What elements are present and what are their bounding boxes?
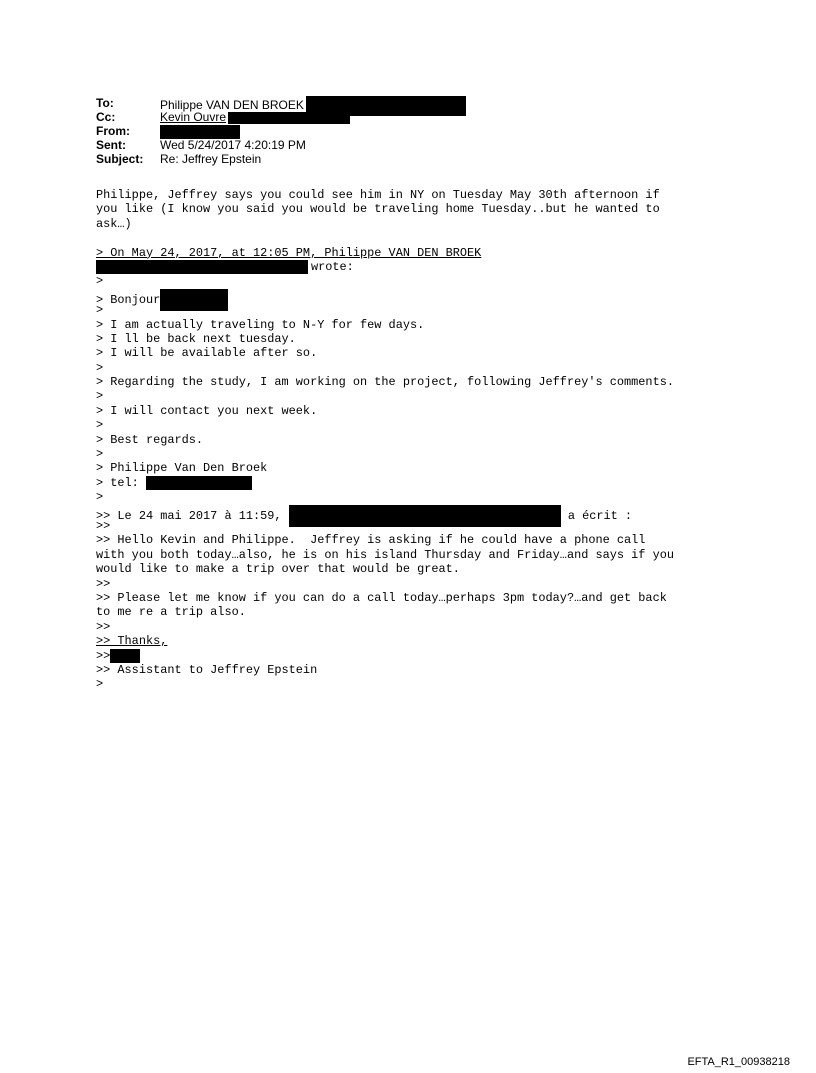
nested-quote-line: >> Assistant to Jeffrey Epstein — [96, 662, 318, 677]
quoted-attribution-line-2: wrote: — [96, 260, 674, 274]
quote-line: > — [96, 490, 104, 505]
redaction-box — [96, 260, 308, 274]
quote-line: > I am actually traveling to N-Y for few days. — [96, 317, 425, 332]
redaction-box — [289, 505, 561, 527]
nested-quote-line: to me re a trip also. — [96, 605, 246, 620]
quote-line: > I ll be back next tuesday. — [96, 331, 296, 346]
quote-line: > — [96, 447, 104, 462]
from-label: From: — [96, 124, 130, 138]
quote-line: > — [96, 418, 104, 433]
cc-label: Cc: — [96, 110, 116, 124]
quote-line: > Bonjour — [96, 289, 674, 303]
nested-quote-line: >> — [96, 576, 111, 591]
nested-quote-line: >> — [96, 518, 111, 533]
quote-line: > Philippe Van Den Broek — [96, 461, 268, 476]
quote-line: > I will contact you next week. — [96, 403, 318, 418]
email-body — [96, 188, 674, 692]
quote-line: > — [96, 303, 104, 318]
quoted-attribution-line: > On May 24, 2017, at 12:05 PM, Philippe VAN DEN BROEK — [96, 245, 482, 260]
quote-line: > tel: — [96, 476, 674, 490]
quote-line: > — [96, 274, 104, 289]
redaction-box — [160, 289, 228, 311]
subject-value: Re: Jeffrey Epstein — [160, 152, 262, 166]
body-line: ask…) — [96, 216, 132, 231]
body-line: Philippe, Jeffrey says you could see him in NY on Tuesday May 30th afternoon if — [96, 188, 660, 202]
body-line: you like (I know you said you would be traveling home Tuesday..but he wanted to — [96, 202, 660, 217]
nested-quote-line: >> — [96, 619, 111, 634]
quote-line: > — [96, 360, 104, 375]
to-label: To: — [96, 96, 114, 110]
redaction-box — [146, 476, 252, 490]
quote-line: > I will be available after so. — [96, 346, 318, 361]
subject-label: Subject: — [96, 152, 144, 166]
sent-value: Wed 5/24/2017 4:20:19 PM — [160, 138, 306, 152]
nested-quote-line: >> — [96, 649, 674, 663]
nested-quote-line: would like to make a trip over that would be great. — [96, 562, 460, 577]
sent-label: Sent: — [96, 138, 126, 152]
document-id: EFTA_R1_00938218 — [687, 1056, 790, 1068]
cc-value: Kevin Ouvre — [160, 110, 227, 124]
to-value: Philippe VAN DEN BROEK — [160, 98, 304, 113]
nested-quote-line: >> Thanks, — [96, 634, 168, 649]
quote-line: > Regarding the study, I am working on the project, following Jeffrey's comments. — [96, 375, 674, 390]
redaction-box — [228, 112, 350, 124]
quote-line: > — [96, 389, 104, 404]
quote-line: > — [96, 677, 104, 692]
quote-line: > Best regards. — [96, 432, 204, 447]
blank-line — [96, 231, 674, 245]
nested-quote-line: >> Hello Kevin and Philippe. Jeffrey is asking if he could have a phone call — [96, 533, 646, 548]
redaction-box — [110, 649, 140, 663]
nested-quote-attribution: >> Le 24 mai 2017 à 11:59, a écrit : — [96, 505, 674, 519]
nested-quote-line: >> Please let me know if you can do a call today…perhaps 3pm today?…and get back — [96, 590, 667, 605]
nested-quote-line: with you both today…also, he is on his island Thursday and Friday…and says if you — [96, 547, 674, 562]
redaction-box — [160, 125, 240, 139]
